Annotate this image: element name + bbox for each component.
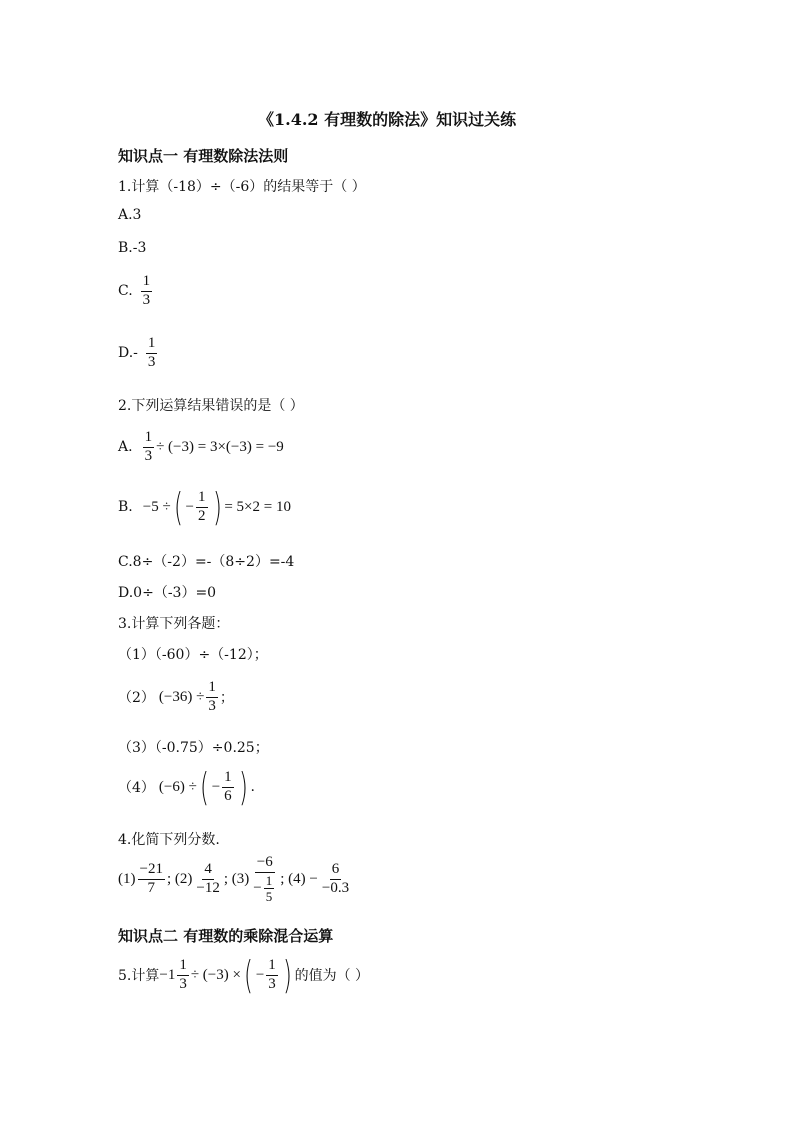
numerator: 6 [330,862,342,880]
left-paren: ( [199,765,209,809]
denominator: 3 [144,447,153,464]
question-3-part-3: （3）（-0.75）÷0.25； [118,740,269,756]
punctuation: ； [219,690,234,707]
fraction [206,680,218,715]
complex-fraction [251,855,278,904]
question-1-option-a: A.3 [118,207,142,223]
question-2-option-a [118,430,284,465]
denominator: 3 [268,975,276,992]
option-label: D.- [118,345,138,362]
numerator: 1 [146,336,158,354]
expression: −1 [159,966,176,983]
question-1-option-d [118,336,159,371]
fraction [141,274,153,309]
denominator: 2 [198,507,206,524]
page-title: 《1.4.2 有理数的除法》知识过关练 [258,110,517,129]
question-4-fractions [118,855,353,904]
numerator: 1 [143,430,155,448]
minus-sign: − [185,498,194,515]
fraction [146,336,158,371]
question-label: 5.计算 [118,968,160,984]
punctuation: . [250,779,255,795]
numerator: 1 [141,274,153,292]
option-label: B. [118,499,133,515]
denominator [251,873,278,904]
denominator: −0.3 [321,880,350,897]
left-paren: ( [173,485,183,529]
part-label: （2） [118,690,155,707]
fraction [222,770,234,805]
expression: ÷ (−3) = 3×(−3) = −9 [156,438,284,455]
fraction [194,862,221,897]
numerator: −21 [138,862,165,880]
left-paren: ( [243,953,253,997]
denominator: 3 [142,291,151,308]
denominator: −12 [196,880,220,897]
part-label: （4） [118,780,155,796]
numerator: 1 [177,958,189,976]
question-1-option-b: B.-3 [118,240,147,256]
option-label: C. [118,283,133,300]
numerator: 1 [265,872,273,888]
numerator: 1 [196,490,208,508]
numerator: 1 [266,958,278,976]
minus-sign: − [253,880,262,897]
minus-sign: − [255,966,265,983]
question-3-stem: 3.计算下列各题： [118,616,230,632]
separator: ; (2) [166,871,193,888]
fraction [264,874,275,904]
fraction [320,862,351,897]
expression: (−36) ÷ [158,688,205,705]
expression: −5 ÷ [142,498,171,515]
question-1-option-c [118,274,154,309]
fraction [138,862,165,897]
fraction [266,958,278,993]
denominator: 7 [147,880,155,897]
right-paren: ) [212,485,222,529]
fraction [143,430,155,465]
option-label: A. [118,439,133,456]
minus-sign: − [211,778,221,795]
separator: ; (4) − [280,871,318,888]
denominator: 5 [265,889,273,905]
question-2-option-b [118,485,291,529]
expression: (−6) ÷ [158,778,197,795]
denominator: 3 [208,697,216,714]
denominator: 3 [179,975,187,992]
question-4-stem: 4.化简下列分数. [118,832,220,848]
question-3-part-4 [118,765,255,809]
section-heading-2: 知识点二 有理数的乘除混合运算 [118,927,334,945]
expression: = 5×2 = 10 [224,498,291,515]
right-paren: ) [238,765,248,809]
denominator: 3 [147,353,156,370]
section-heading-1: 知识点一 有理数除法法则 [118,147,289,165]
question-2-option-c: C.8÷（-2）=-（8÷2）=-4 [118,554,295,570]
item-label: (1) [118,871,136,888]
right-paren: ) [282,953,292,997]
question-tail: 的值为（ ） [294,968,370,984]
question-1-stem: 1.计算（-18）÷（-6）的结果等于（ ） [118,179,366,195]
numerator: −6 [255,855,275,873]
numerator: 4 [202,862,214,880]
fraction [196,490,208,525]
question-3-part-1: （1）（-60）÷（-12）； [118,647,268,663]
separator: ; (3) [223,871,250,888]
denominator: 6 [224,787,232,804]
numerator: 1 [206,680,218,698]
question-2-stem: 2.下列运算结果错误的是（ ） [118,398,304,414]
question-5 [118,953,370,997]
question-3-part-2 [118,680,234,715]
question-2-option-d: D.0÷（-3）=0 [118,585,217,601]
fraction [177,958,189,993]
expression: ÷ (−3) × [190,966,241,983]
numerator: 1 [222,770,234,788]
